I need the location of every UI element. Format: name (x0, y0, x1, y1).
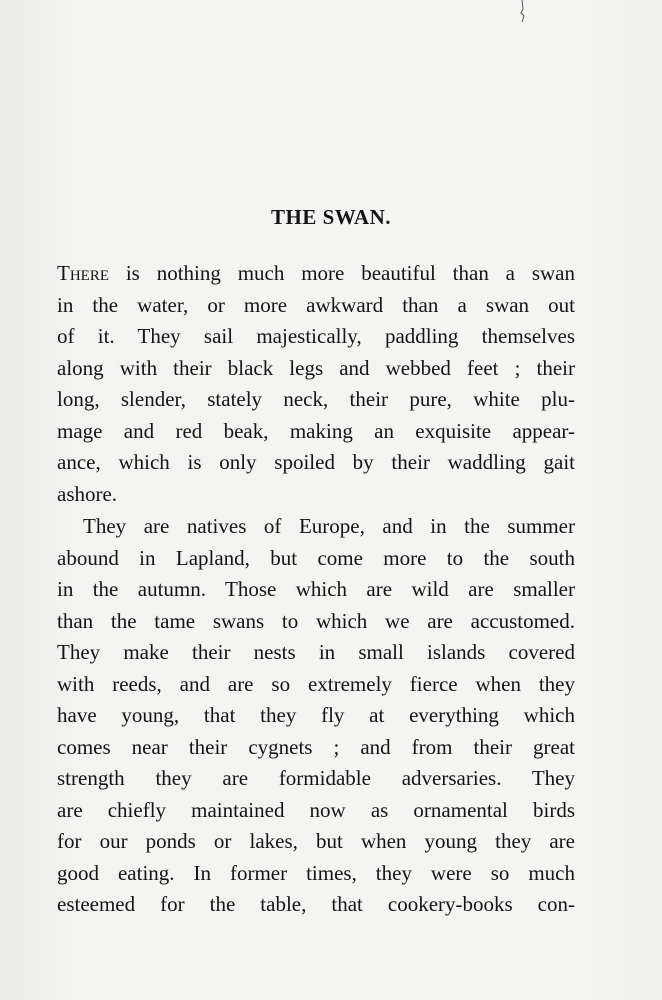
text-line: There is nothing much more beautiful than a swan (57, 261, 575, 285)
text-line: They are natives of Europe, and in the summer (83, 514, 575, 538)
text-line: long, slender, stately neck, their pure, white plu- (57, 387, 575, 411)
text-line: esteemed for the table, that cookery-books con- (57, 892, 575, 916)
text-line: than the tame swans to which we are accustomed. (57, 608, 575, 633)
page-title: THE SWAN. (270, 205, 392, 229)
margin-mark (519, 0, 527, 22)
text-line: abound in Lapland, but come more to the south (57, 545, 575, 570)
text-line: mage and red beak, making an exquisite appear- (57, 418, 575, 443)
text-line: of it. They sail majestically, paddling themselves (57, 324, 575, 348)
text-line: strength they are formidable adversaries. They (57, 766, 575, 790)
text-line: are chiefly maintained now as ornamental birds (57, 797, 575, 822)
text-line: good eating. In former times, they were so much (57, 860, 575, 885)
text-line: ance, which is only spoiled by their waddling gait (57, 450, 575, 474)
text-line: They make their nests in small islands covered (57, 640, 575, 664)
text-line: have young, that they fly at everything which (57, 703, 575, 727)
text-line: ashore. (57, 481, 118, 506)
text-line: for our ponds or lakes, but when young they are (57, 829, 575, 853)
lead-word: There (57, 261, 109, 285)
text-line: in the water, or more awkward than a swan out (57, 292, 575, 317)
text-line: comes near their cygnets ; and from their great (57, 734, 575, 759)
text-line: along with their black legs and webbed feet ; their (57, 355, 575, 380)
body-text (57, 258, 575, 921)
text-line: in the autumn. Those which are wild are smaller (57, 577, 575, 601)
text-line: with reeds, and are so extremely fierce when they (57, 671, 575, 696)
